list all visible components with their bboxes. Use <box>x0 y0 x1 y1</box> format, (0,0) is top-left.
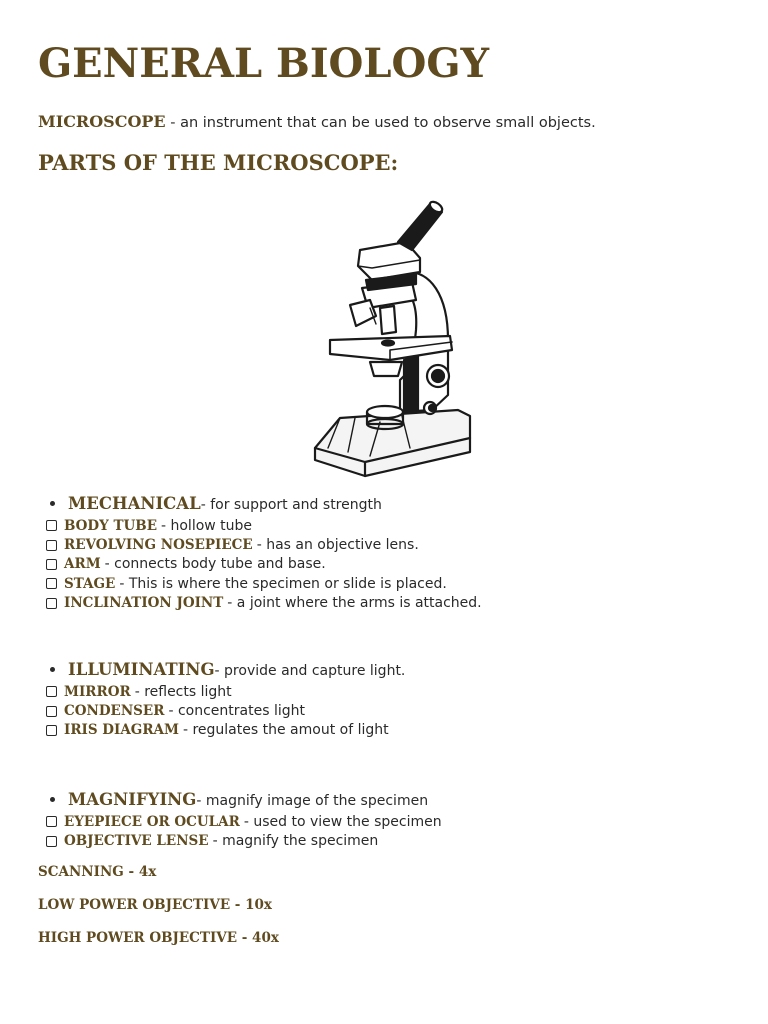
section-desc: - for support and strength <box>200 497 382 513</box>
checkbox-icon[interactable] <box>46 816 57 827</box>
list-item <box>46 701 405 720</box>
section-heading: PARTS OF THE MICROSCOPE: <box>38 150 399 175</box>
section-mechanical <box>46 494 482 613</box>
item-desc: - hollow tube <box>160 517 253 534</box>
checkbox-icon[interactable] <box>46 540 57 551</box>
checkbox-icon[interactable] <box>46 706 57 717</box>
section-heading-line <box>46 660 405 682</box>
checkbox-icon[interactable] <box>46 578 57 589</box>
list-item <box>46 721 405 740</box>
definition-term: MICROSCOPE <box>38 112 166 131</box>
checkbox-icon[interactable] <box>46 598 57 609</box>
section-heading-line <box>46 494 482 516</box>
item-term: ARM <box>64 556 101 573</box>
checkbox-icon[interactable] <box>46 836 57 847</box>
item-desc: - regulates the amout of light <box>182 722 389 739</box>
microscope-definition <box>38 112 596 131</box>
item-term: CONDENSER <box>64 703 165 720</box>
list-item <box>46 831 442 850</box>
section-term: ILLUMINATING <box>68 660 215 679</box>
section-term: MAGNIFYING <box>68 790 197 809</box>
item-desc: - concentrates light <box>168 703 305 720</box>
section-desc: - magnify image of the specimen <box>196 793 429 809</box>
item-desc: - used to view the specimen <box>243 813 442 830</box>
item-desc: - magnify the specimen <box>212 833 379 850</box>
checkbox-icon[interactable] <box>46 686 57 697</box>
item-desc: - This is where the specimen or slide is placed. <box>119 575 447 592</box>
checkbox-icon[interactable] <box>46 559 57 570</box>
item-desc: - has an objective lens. <box>256 537 419 554</box>
objective-high-power: HIGH POWER OBJECTIVE - 40x <box>38 930 279 946</box>
list-item <box>46 682 405 701</box>
list-item <box>46 555 482 574</box>
item-term: OBJECTIVE LENSE <box>64 833 209 850</box>
list-item <box>46 594 482 613</box>
checkbox-icon[interactable] <box>46 725 57 736</box>
list-item <box>46 516 482 535</box>
list-item <box>46 574 482 593</box>
bullet-icon <box>50 667 55 672</box>
item-desc: - a joint where the arms is attached. <box>227 595 482 612</box>
microscope-icon <box>230 190 540 482</box>
section-illuminating <box>46 660 405 740</box>
bullet-icon <box>50 797 55 802</box>
section-desc: - provide and capture light. <box>214 663 406 679</box>
checkbox-icon[interactable] <box>46 520 57 531</box>
objective-scanning: SCANNING - 4x <box>38 864 157 880</box>
section-magnifying <box>46 790 442 851</box>
bullet-icon <box>50 501 55 506</box>
item-desc: - reflects light <box>134 683 232 700</box>
microscope-illustration <box>230 190 540 482</box>
item-term: MIRROR <box>64 683 131 700</box>
item-term: EYEPIECE OR OCULAR <box>64 813 240 830</box>
page-title: GENERAL BIOLOGY <box>38 40 490 87</box>
item-term: IRIS DIAGRAM <box>64 722 179 739</box>
list-item <box>46 535 482 554</box>
definition-text: - an instrument that can be used to observe small objects. <box>165 115 596 131</box>
item-term: REVOLVING NOSEPIECE <box>64 537 253 554</box>
item-desc: - connects body tube and base. <box>104 556 326 573</box>
objective-low-power: LOW POWER OBJECTIVE - 10x <box>38 897 272 913</box>
list-item <box>46 812 442 831</box>
item-term: STAGE <box>64 575 116 592</box>
section-heading-line <box>46 790 442 812</box>
item-term: INCLINATION JOINT <box>64 595 224 612</box>
item-term: BODY TUBE <box>64 517 157 534</box>
section-term: MECHANICAL <box>68 494 201 513</box>
